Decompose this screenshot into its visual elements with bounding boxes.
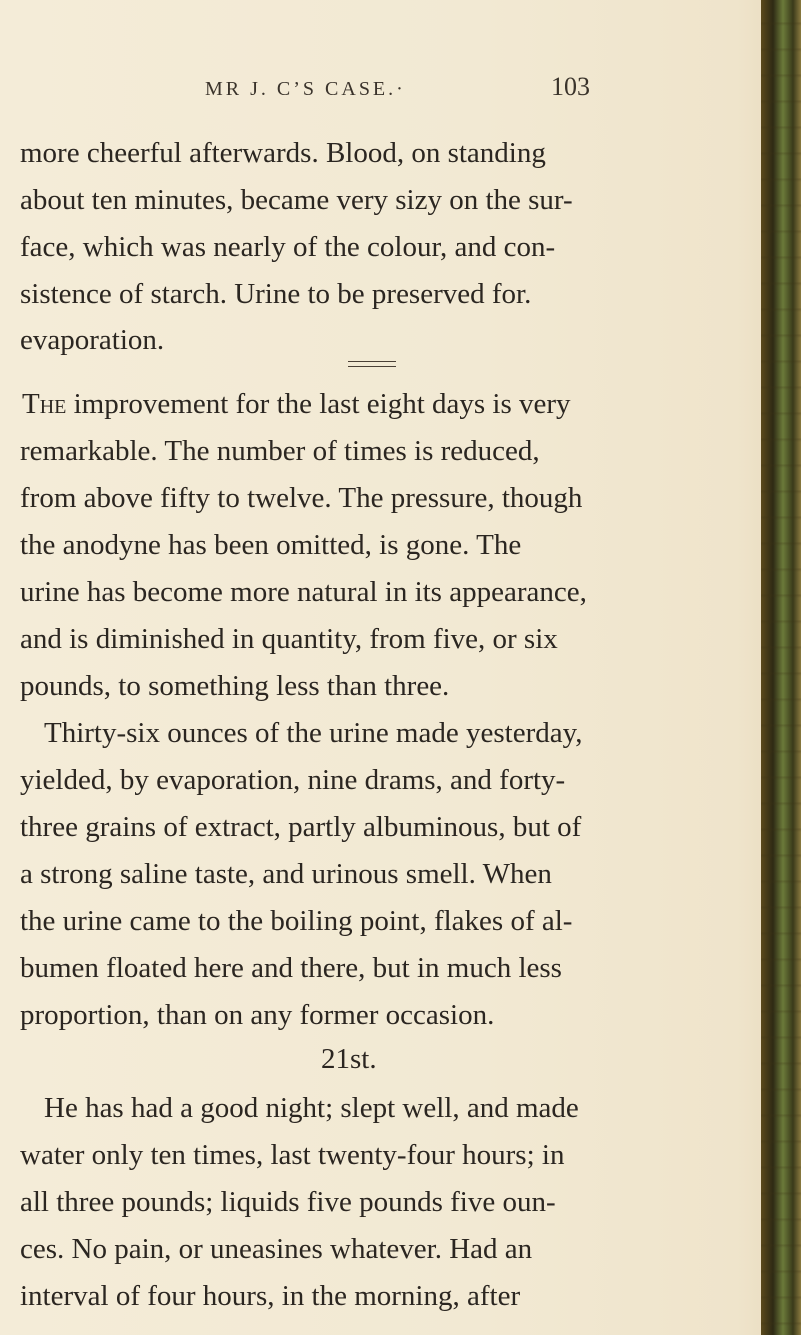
text-line: bumen floated here and there, but in much less [20, 952, 562, 984]
text-line: more cheerful afterwards. Blood, on standing [20, 137, 546, 169]
text-line-rest: improvement for the last eight days is very [66, 388, 571, 420]
text-line: the urine came to the boiling point, flakes of al- [20, 905, 573, 937]
text-line: from above fifty to twelve. The pressure, though [20, 482, 583, 514]
page-binding-edge [761, 0, 801, 1335]
text-line: evaporation. [20, 324, 165, 356]
text-line: sistence of starch. Urine to be preserved for. [20, 278, 532, 310]
text-line: interval of four hours, in the morning, after [20, 1280, 521, 1312]
text-line: proportion, than on any former occasion. [20, 999, 495, 1031]
text-line: Thirty-six ounces of the urine made yesterday, [44, 717, 583, 749]
text-line: water only ten times, last twenty-four hours; in [20, 1139, 565, 1171]
text-line: all three pounds; liquids five pounds five oun- [20, 1186, 556, 1218]
text-line: the anodyne has been omitted, is gone. The [20, 529, 522, 561]
text-line: ces. No pain, or uneasines whatever. Had an [20, 1233, 533, 1265]
text-line: urine has become more natural in its appearance, [20, 576, 587, 608]
text-line: and is diminished in quantity, from five, or six [20, 623, 558, 655]
paragraph-first-line [22, 386, 571, 422]
date-heading: 21st. [321, 1043, 377, 1075]
running-head [0, 72, 760, 112]
text-line: yielded, by evaporation, nine drams, and forty- [20, 764, 566, 796]
text-line: pounds, to something less than three. [20, 670, 450, 702]
section-divider-rule [348, 361, 396, 367]
text-line: about ten minutes, became very sizy on the sur- [20, 184, 573, 216]
text-line: a strong saline taste, and urinous smell. When [20, 858, 552, 890]
text-line: face, which was nearly of the colour, and con- [20, 231, 556, 263]
page-number: 103 [551, 72, 590, 101]
text-line: remarkable. The number of times is reduced, [20, 435, 540, 467]
text-line: three grains of extract, partly albuminous, but of [20, 811, 582, 843]
paragraph-opening-word: The [22, 388, 67, 420]
running-title: MR J. C’S CASE.· [205, 78, 406, 100]
text-line: He has had a good night; slept well, and made [44, 1092, 579, 1124]
